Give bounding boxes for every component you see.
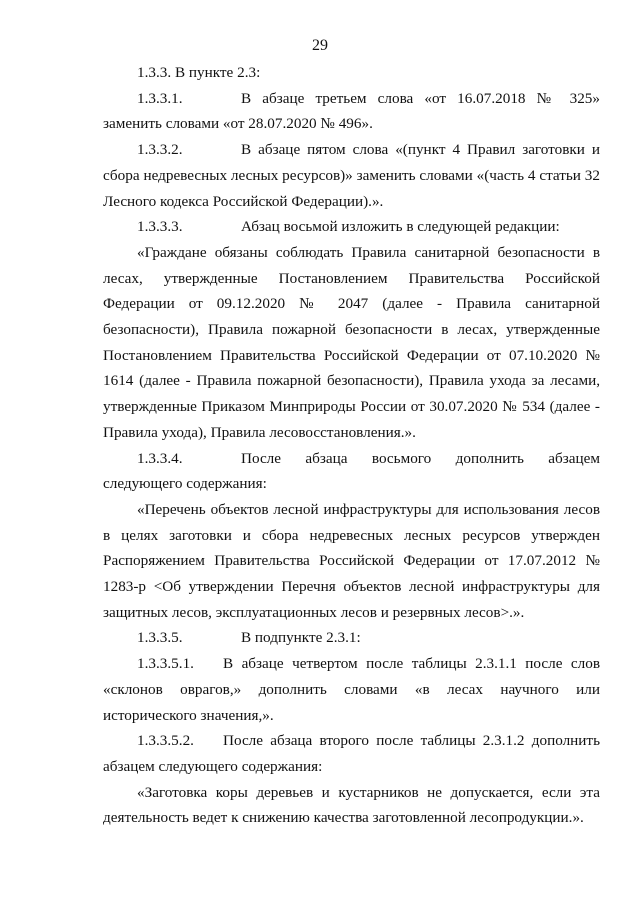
paragraph-text: В абзаце четвертом после таблицы 2.3.1.1 после слов «склонов оврагов,» дополнить словами «в лесах научного или исторического значения,». xyxy=(103,655,600,724)
paragraph-text: После абзаца второго после таблицы 2.3.1.2 дополнить абзацем следующего содержания: xyxy=(103,732,600,775)
document-body xyxy=(103,60,600,831)
paragraph-1-3-3-1 xyxy=(103,86,600,137)
paragraph-1-3-3-4 xyxy=(103,446,600,497)
clause-number: 1.3.3.1. xyxy=(137,89,183,107)
paragraph-1-3-3-5-1 xyxy=(103,651,600,728)
clause-number: 1.3.3.5. xyxy=(137,629,183,647)
quoted-paragraph-infrastructure xyxy=(103,497,600,626)
paragraph-1-3-3-2 xyxy=(103,137,600,214)
paragraph-text: 1.3.3. В пункте 2.3: xyxy=(137,64,261,81)
paragraph-1-3-3-3 xyxy=(103,214,600,240)
paragraph-text: В абзаце третьем слова «от 16.07.2018 № 325» заменить словами «от 28.07.2020 № 496». xyxy=(103,89,600,133)
paragraph-text: Абзац восьмой изложить в следующей редакции: xyxy=(241,218,560,236)
page-number: 29 xyxy=(312,37,328,54)
quoted-paragraph-citizens xyxy=(103,240,600,446)
quoted-paragraph-bark xyxy=(103,780,600,831)
paragraph-text: «Граждане обязаны соблюдать Правила санитарной безопасности в лесах, утвержденные Постановлением Правительства Российской Федерации от 09.12.2020 № 2047 (далее - Правила санитарной безопасности), Правила пожарной безопасности в лесах, утвержденные Постановлением Правительства Российской Федерации от 07.10.2020 № 1614 (далее - Правила пожарной безопасности), Правила ухода за лесами, утвержденные Приказом Минприроды России от 30.07.2020 № 534 (далее - Правила ухода), Правила лесовосстановления.». xyxy=(103,243,600,441)
paragraph-text: В подпункте 2.3.1: xyxy=(241,629,361,647)
paragraph-1-3-3-5-2 xyxy=(103,728,600,779)
paragraph-text: После абзаца восьмого дополнить абзацем следующего содержания: xyxy=(103,449,600,493)
paragraph-1-3-3 xyxy=(103,60,600,86)
clause-number: 1.3.3.3. xyxy=(137,218,183,236)
clause-number: 1.3.3.5.1. xyxy=(137,655,194,673)
clause-number: 1.3.3.2. xyxy=(137,141,183,159)
paragraph-1-3-3-5 xyxy=(103,625,600,651)
paragraph-text: «Перечень объектов лесной инфраструктуры для использования лесов в целях заготовки и сбора недревесных лесных ресурсов утвержден Распоряжением Правительства Российской Федерации от 17.07.2012 № 1283-р <Об утверждении Перечня объектов лесной инфраструктуры для защитных лесов, эксплуатационных лесов и резервных лесов>.». xyxy=(103,500,600,621)
clause-number: 1.3.3.4. xyxy=(137,449,183,467)
clause-number: 1.3.3.5.2. xyxy=(137,732,194,750)
paragraph-text: В абзаце пятом слова «(пункт 4 Правил заготовки и сбора недревесных лесных ресурсов)» заменить словами «(часть 4 статьи 32 Лесного кодекса Российской Федерации).». xyxy=(103,141,600,210)
paragraph-text: «Заготовка коры деревьев и кустарников не допускается, если эта деятельность ведет к снижению качества заготовленной лесопродукции.». xyxy=(103,783,600,827)
